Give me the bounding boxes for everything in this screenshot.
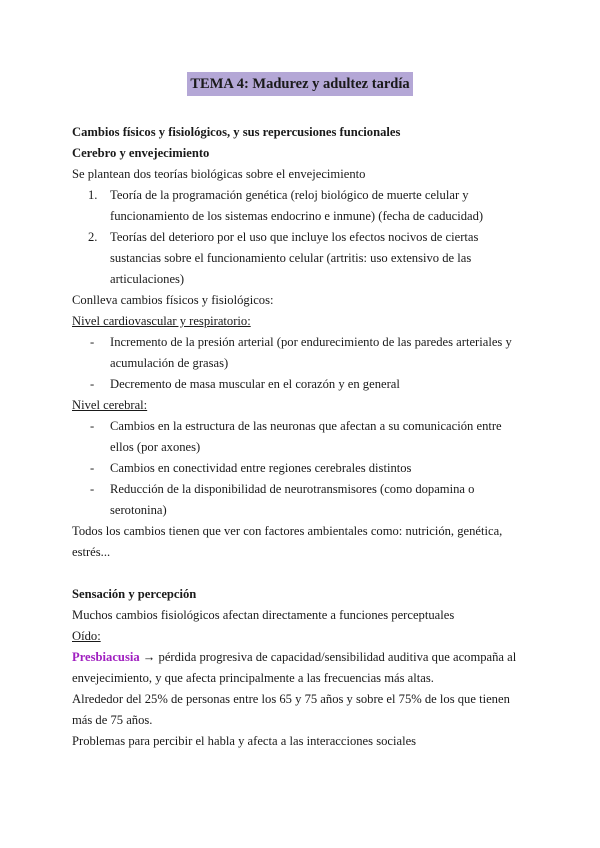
- todos-text: Todos los cambios tienen que ver con factores ambientales como: nutrición, genética, estrés...: [72, 524, 503, 559]
- conlleva-text: Conlleva cambios físicos y fisiológicos:: [72, 293, 274, 307]
- stat-text: Alrededor del 25% de personas entre los 65 y 75 años y sobre el 75% de los que tienen más de 75 años.: [72, 692, 510, 727]
- list-item: [72, 479, 528, 521]
- list-item-text: Cambios en conectividad entre regiones cerebrales distintos: [110, 461, 412, 475]
- list-item-text: Cambios en la estructura de las neuronas que afectan a su comunicación entre ellos (por axones): [110, 419, 502, 454]
- list-item: [72, 458, 528, 479]
- dash-marker: -: [90, 335, 95, 349]
- list-item: [72, 227, 528, 290]
- section-heading-cambios: Cambios físicos y fisiológicos, y sus repercusiones funcionales: [72, 125, 401, 139]
- cardio-heading: Nivel cardiovascular y respiratorio:: [72, 314, 251, 328]
- list-item: [72, 416, 528, 458]
- sensacion-intro: Muchos cambios fisiológicos afectan directamente a funciones perceptuales: [72, 608, 455, 622]
- theories-list: [72, 185, 528, 290]
- cerebral-list: [72, 416, 528, 521]
- list-item-text: Decremento de masa muscular en el corazón y en general: [110, 377, 400, 391]
- presbiacusia-definition: → pérdida progresiva de capacidad/sensibilidad auditiva que acompaña al envejecimiento, y que afecta principalmente a las frecuencias más altas.: [72, 650, 517, 685]
- presbiacusia-paragraph: [72, 647, 528, 689]
- list-item-text: Teoría de la programación genética (reloj biológico de muerte celular y funcionamiento de los sistemas endocrino e inmune) (fecha de caducidad): [110, 188, 484, 223]
- intro-text: Se plantean dos teorías biológicas sobre el envejecimiento: [72, 167, 366, 181]
- dash-marker: -: [90, 419, 95, 433]
- subheading-sensacion: Sensación y percepción: [72, 587, 197, 601]
- dash-marker: -: [90, 377, 95, 391]
- list-number: 2.: [88, 230, 98, 244]
- list-item-text: Reducción de la disponibilidad de neurotransmisores (como dopamina o serotonina): [110, 482, 475, 517]
- list-item: [72, 185, 528, 227]
- dash-marker: -: [90, 482, 95, 496]
- presbiacusia-term: Presbiacusia: [72, 650, 140, 664]
- title-wrap: [72, 72, 528, 100]
- list-number: 1.: [88, 188, 98, 202]
- list-item-text: Teorías del deterioro por el uso que incluye los efectos nocivos de ciertas sustancias sobre el funcionamiento celular (artritis: uso extensivo de las articulaciones): [110, 230, 479, 286]
- document-title: TEMA 4: Madurez y adultez tardía: [187, 72, 412, 96]
- cerebral-heading: Nivel cerebral:: [72, 398, 148, 412]
- list-item: [72, 332, 528, 374]
- spacer: [72, 563, 528, 584]
- cardio-list: [72, 332, 528, 395]
- subheading-cerebro: Cerebro y envejecimiento: [72, 146, 210, 160]
- problemas-text: Problemas para percibir el habla y afecta a las interacciones sociales: [72, 734, 417, 748]
- list-item: [72, 374, 528, 395]
- list-item-text: Incremento de la presión arterial (por endurecimiento de las paredes arteriales y acumulación de grasas): [110, 335, 512, 370]
- oido-heading: Oído:: [72, 629, 101, 643]
- dash-marker: -: [90, 461, 95, 475]
